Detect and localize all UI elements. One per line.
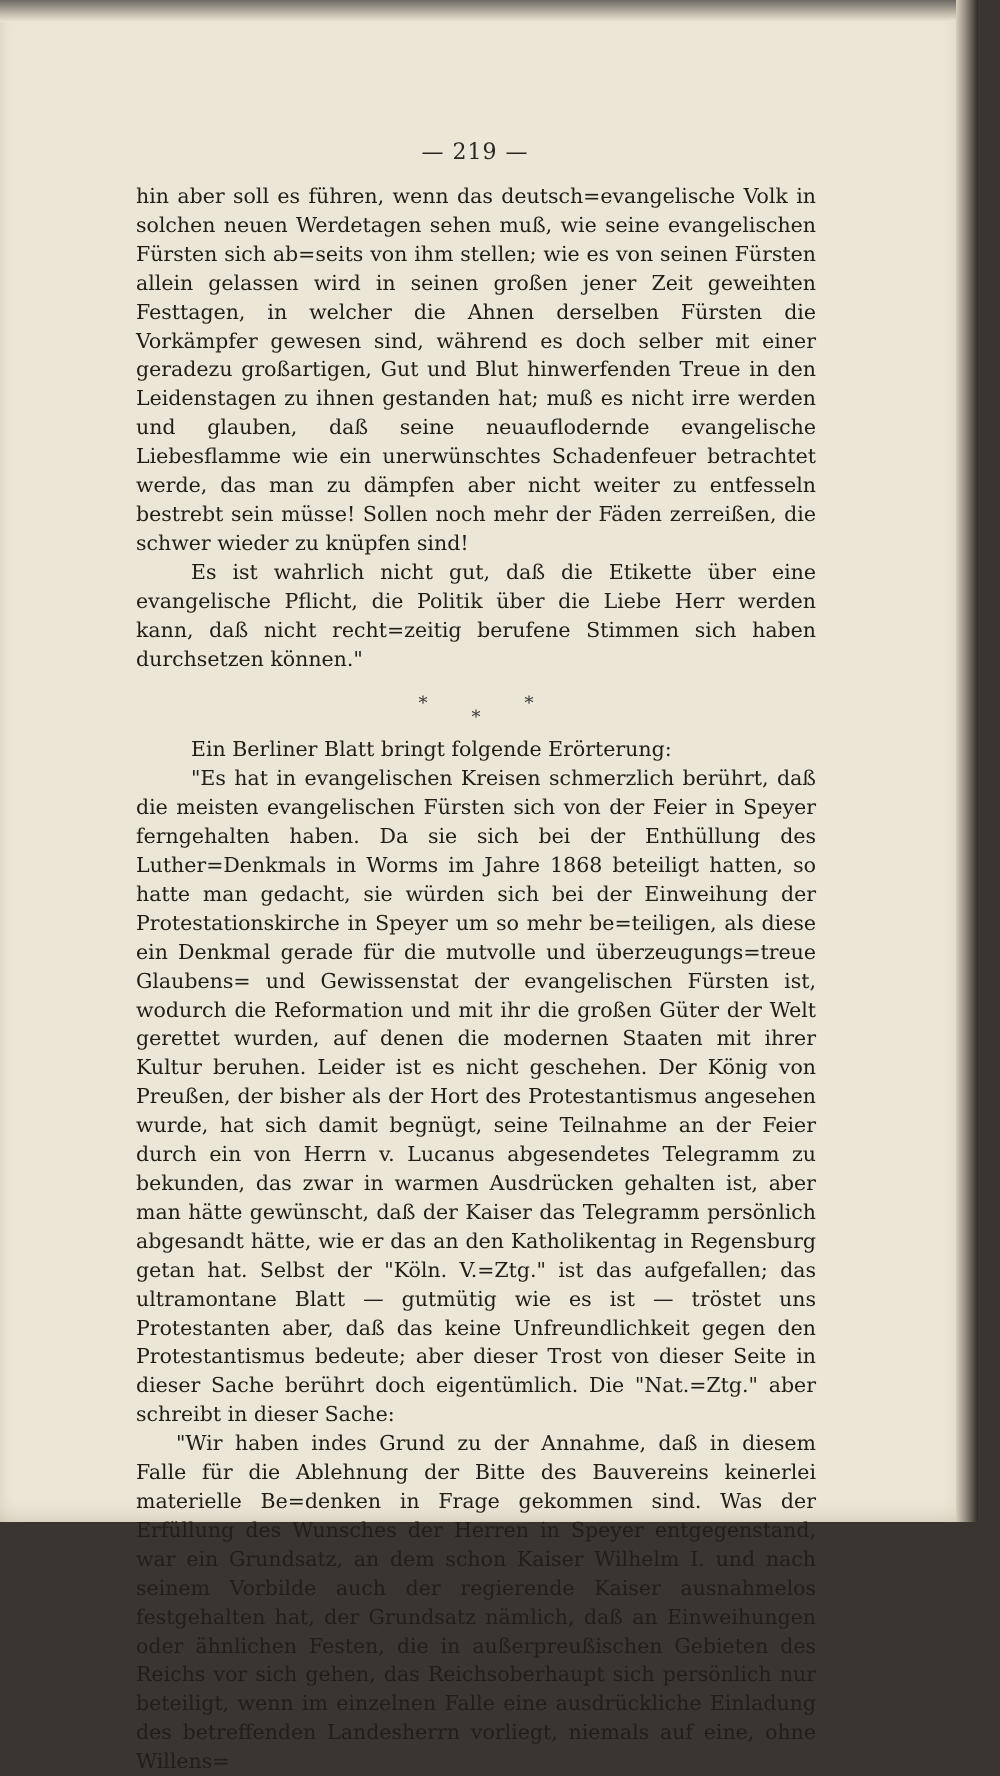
asterisk: * <box>471 706 481 728</box>
body-text <box>136 182 816 1776</box>
paragraph: Ein Berliner Blatt bringt folgende Erörterung: <box>191 737 672 762</box>
page-number: — 219 — <box>421 140 529 165</box>
section-separator <box>136 673 816 735</box>
paragraph: Es ist wahrlich nicht gut, daß die Etikette über eine evangelische Pflicht, die Politik über die Liebe Herr werden kann, daß nicht recht=zeitig berufene Stimmen sich haben durchsetzen können." <box>136 559 816 671</box>
asterisk: * <box>524 692 534 714</box>
paragraph: "Wir haben indes Grund zu der Annahme, daß in diesem Falle für die Ablehnung der Bitte des Bauvereins keinerlei materielle Be=denken in Frage gekommen sind. Was der Erfüllung des Wunsches der Herren in Speyer entgegenstand, war ein Grundsatz, an dem schon Kaiser Wilhelm I. und nach seinem Vorbilde auch der regierende Kaiser ausnahmelos festgehalten hat, der Grundsatz nämlich, daß an Einweihungen oder ähnlichen Festen, die in außerpreußischen Gebieten des Reichs vor sich gehen, das Reichsoberhaupt sich persönlich nur beteiligt, wenn im einzelnen Falle eine ausdrückliche Einladung des betreffenden Landesherrn vorliegt, niemals auf eine, ohne Willens= <box>136 1431 816 1774</box>
page-top-edge <box>0 0 978 22</box>
book-binding <box>956 0 978 1522</box>
paragraph: hin aber soll es führen, wenn das deutsch=evangelische Volk in solchen neuen Werdetagen sehen muß, wie seine evangelischen Fürsten sich ab=seits von ihm stellen; wie es von seinen Fürsten allein gelassen wird in seinen großen jener Zeit geweihten Festtagen, in welcher die Ahnen derselben Fürsten die Vorkämpfer gewesen sind, während es doch selber mit einer geradezu großartigen, Gut und Blut hinwerfenden Treue in den Leidenstagen zu ihnen gestanden hat; muß es nicht irre werden und glauben, daß seine neuauflodernde evangelische Liebesflamme wie ein unerwünschtes Schadenfeuer betrachtet werde, das man zu dämpfen aber nicht weiter zu entfesseln bestrebt sein müsse! Sollen noch mehr der Fäden zerreißen, die schwer wieder zu knüpfen sind! <box>136 184 816 555</box>
paragraph: "Es hat in evangelischen Kreisen schmerzlich berührt, daß die meisten evangelischen Fürsten sich von der Feier in Speyer ferngehalten haben. Da sie sich bei der Enthüllung des Luther=Denkmals in Worms im Jahre 1868 beteiligt hatten, so hatte man gedacht, sie würden sich bei der Einweihung der Protestationskirche in Speyer um so mehr be=teiligen, als diese ein Denkmal gerade für die mutvolle und überzeugungs=treue Glaubens= und Gewissenstat der evangelischen Fürsten ist, wodurch die Reformation und mit ihr die großen Güter der Welt gerettet wurden, auf denen die modernen Staaten mit ihrer Kultur beruhen. Leider ist es nicht geschehen. Der König von Preußen, der bisher als der Hort des Protestantismus angesehen wurde, hat sich damit begnügt, seine Teilnahme an der Feier durch ein von Herrn v. Lucanus abgesendetes Telegramm zu bekunden, das zwar in warmen Ausdrücken gehalten ist, aber man hätte gewünscht, daß der Kaiser das Telegramm persönlich abgesandt hätte, wie er das an den Katholikentag in Regensburg getan hat. Selbst der "Köln. V.=Ztg." ist das aufgefallen; das ultramontane Blatt — gutmütig wie es ist — tröstet uns Protestanten aber, daß das keine Unfreundlichkeit gegen den Protestantismus bedeute; aber dieser Trost von dieser Seite in dieser Sache berührt doch eigentümlich. Die "Nat.=Ztg." aber schreibt in dieser Sache: <box>136 766 816 1427</box>
asterisk: * <box>418 692 428 714</box>
